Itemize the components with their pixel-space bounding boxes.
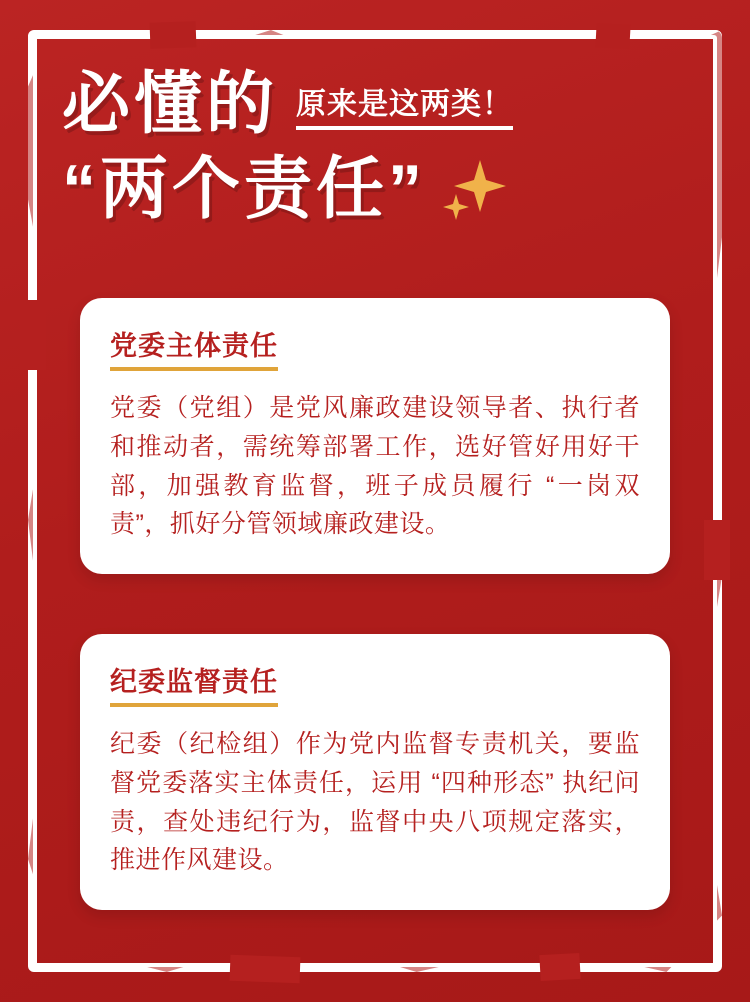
poster-header — [0, 66, 750, 227]
card-list — [80, 298, 670, 910]
title-second-row — [62, 151, 688, 227]
subtitle-wrapper — [296, 88, 513, 138]
page-title: 必懂的 — [62, 66, 279, 142]
page-subtitle: 原来是这两类！ — [296, 88, 513, 130]
card-body: 党委（党组）是党风廉政建设领导者、执行者和推动者，需统筹部署工作，选好管好用好干部，加强教育监督，班子成员履行 “一岗双责”，抓好分管领域廉政建设。 — [110, 394, 640, 539]
responsibility-card-2 — [80, 634, 670, 910]
page-title-quote: “两个责任” — [62, 151, 427, 227]
card-title: 党委主体责任 — [110, 324, 278, 371]
frame-notch — [20, 300, 46, 370]
frame-notch — [595, 23, 630, 49]
sparkle-icon — [440, 154, 510, 224]
card-title: 纪委监督责任 — [110, 660, 278, 707]
frame-notch — [539, 953, 580, 981]
card-body: 纪委（纪检组）作为党内监督专责机关，要监督党委落实主体责任，运用 “四种形态” 执纪问责，查处违纪行为，监督中央八项规定落实，推进作风建设。 — [110, 730, 640, 875]
title-first-row — [62, 66, 688, 142]
frame-notch — [230, 955, 301, 983]
responsibility-card-1 — [80, 298, 670, 574]
frame-notch — [150, 21, 197, 49]
frame-notch — [704, 520, 730, 580]
